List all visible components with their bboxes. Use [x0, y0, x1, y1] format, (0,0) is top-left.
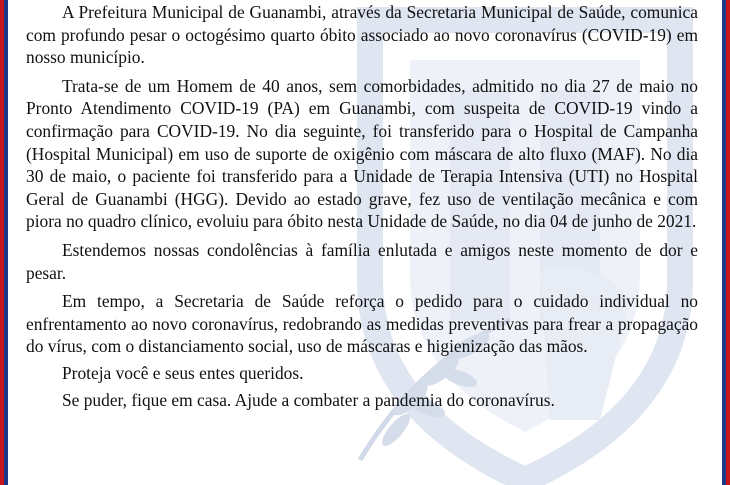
paragraph-protect: Proteja você e seus entes queridos.: [62, 362, 304, 383]
notice-body: [26, 0, 698, 411]
right-border-stripe: [722, 0, 730, 485]
left-border-stripe: [0, 0, 8, 485]
paragraph-announcement: A Prefeitura Municipal de Guanambi, através da Secretaria Municipal de Saúde, comunica com profundo pesar o octogésimo quarto óbito associado ao novo coronavírus (COVID-19) em nosso município.: [26, 2, 698, 68]
paragraph-prevention: Em tempo, a Secretaria de Saúde reforça o pedido para o cuidado individual no enfrentamento ao novo coronavírus, redobrando as medidas preventivas para frear a propagação do vírus, com o distanciamento social, uso de máscaras e higienização das mãos.: [26, 291, 698, 357]
paragraph-stay-home: Se puder, fique em casa. Ajude a combater a pandemia do coronavírus.: [62, 389, 555, 410]
paragraph-case-details: Trata-se de um Homem de 40 anos, sem comorbidades, admitido no dia 27 de maio no Pronto Atendimento COVID-19 (PA) em Guanambi, com suspeita de COVID-19 vindo a confirmação para COVID-19. No dia seguinte, foi transferido para o Hospital de Campanha (Hospital Municipal) em uso de suporte de oxigênio com máscara de alto fluxo (MAF). No dia 30 de maio, o paciente foi transferido para a Unidade de Terapia Intensiva (UTI) no Hospital Geral de Guanambi (HGG). Devido ao estado grave, fez uso de ventilação mecânica e com piora no quadro clínico, evoluiu para óbito nesta Unidade de Saúde, no dia 04 de junho de 2021.: [26, 75, 698, 232]
paragraph-condolences: Estendemos nossas condolências à família enlutada e amigos neste momento de dor e pesar.: [26, 239, 698, 283]
